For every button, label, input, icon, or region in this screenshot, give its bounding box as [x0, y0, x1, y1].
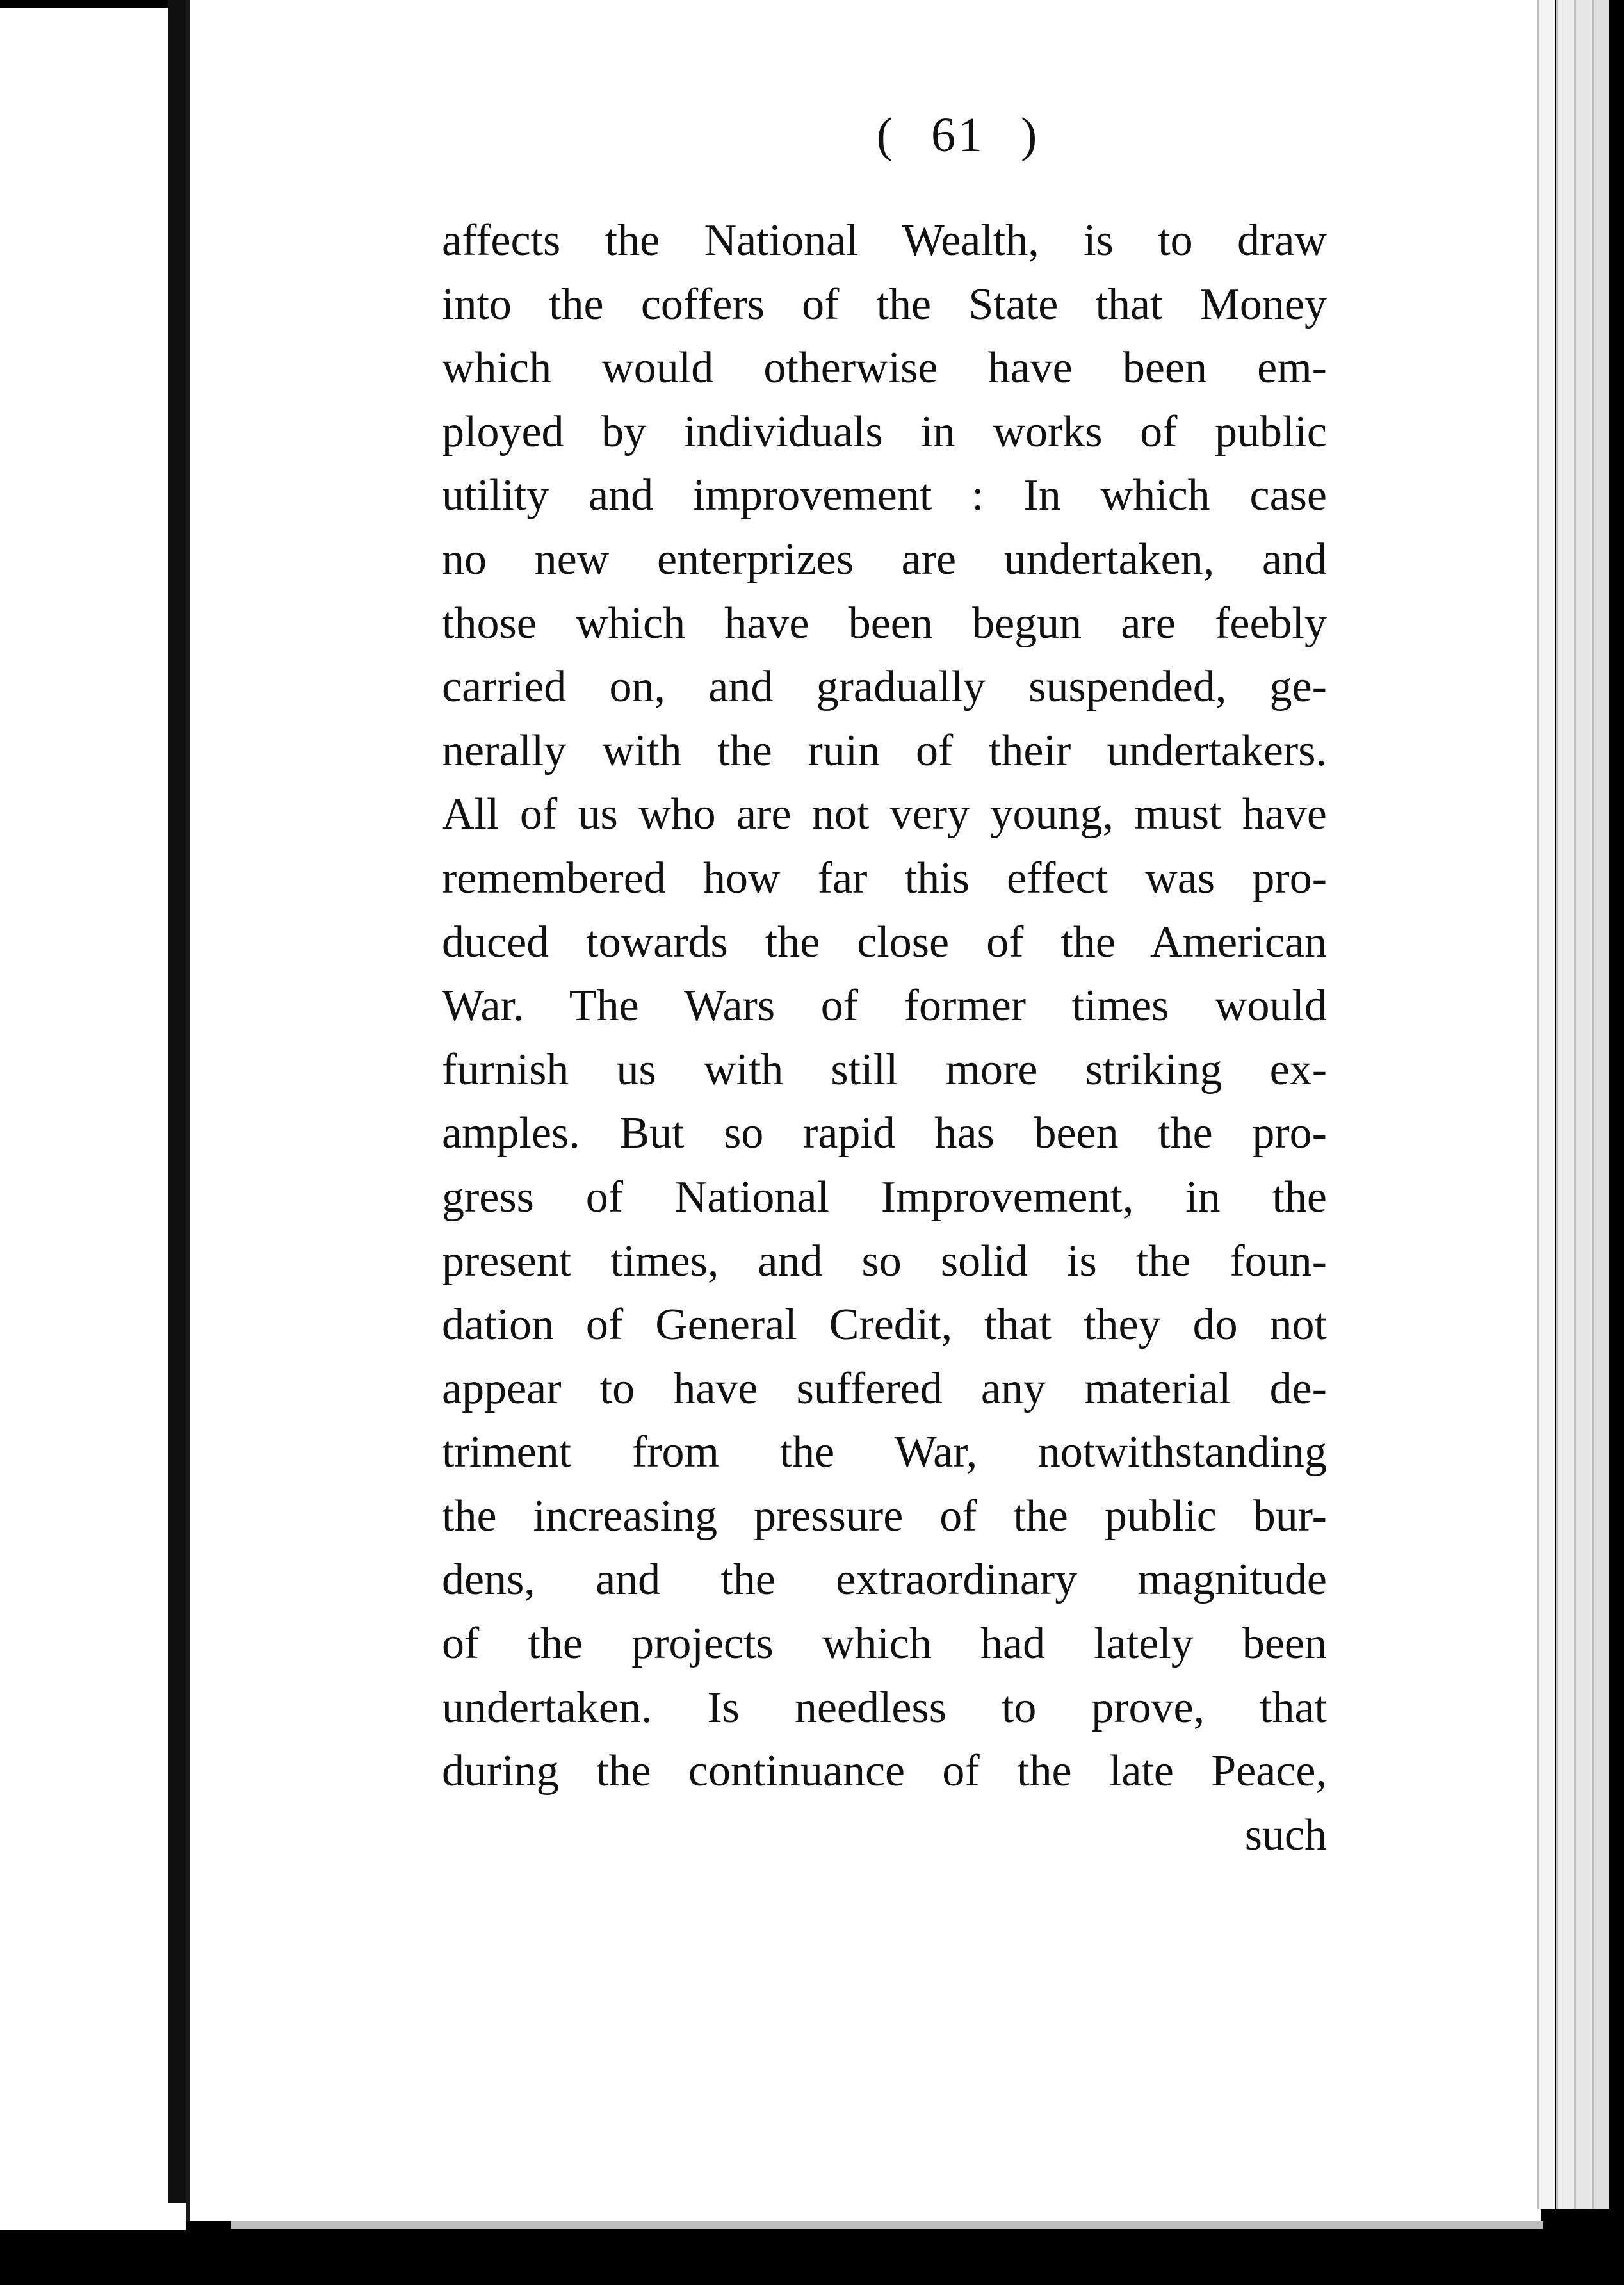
text-line: War. The Wars of former times would	[442, 981, 1327, 1031]
text-line: affects the National Wealth, is to draw	[442, 216, 1327, 265]
paper-speck	[196, 1099, 205, 1110]
page-edge	[1592, 0, 1609, 2209]
text-line: All of us who are not very young, must have	[442, 790, 1327, 840]
paper-speck	[192, 1701, 202, 1714]
text-line: nerally with the ruin of their undertakers.	[442, 726, 1327, 776]
text-line: of the projects which had lately been	[442, 1619, 1327, 1669]
text-line: dens, and the extraordinary magnitude	[442, 1555, 1327, 1605]
text-line: present times, and so solid is the foun-	[442, 1236, 1327, 1286]
text-line: remembered how far this effect was pro-	[442, 853, 1327, 903]
text-line: utility and improvement : In which case	[442, 471, 1327, 521]
text-line: those which have been begun are feebly	[442, 598, 1327, 648]
body-text	[442, 209, 1327, 1867]
text-line: appear to have suffered any material de-	[442, 1363, 1327, 1413]
text-line: carried on, and gradually suspended, ge-	[442, 662, 1327, 712]
text-line: ployed by individuals in works of public	[442, 407, 1327, 457]
text-line: duced towards the close of the American	[442, 917, 1327, 967]
book-gutter	[168, 0, 187, 2203]
text-line: into the coffers of the State that Money	[442, 279, 1327, 329]
text-line: undertaken. Is needless to prove, that	[442, 1682, 1327, 1732]
page-edge	[1556, 0, 1575, 2209]
text-line: during the continuance of the late Peace,	[442, 1746, 1327, 1796]
text-line: furnish us with still more striking ex-	[442, 1045, 1327, 1094]
page-bottom-shadow	[231, 2221, 1543, 2229]
left-page-margin	[0, 8, 186, 2230]
page-edge	[1537, 0, 1555, 2209]
page-number-close-paren: )	[1021, 108, 1040, 162]
page-edge	[1574, 0, 1593, 2209]
page-number	[190, 108, 1624, 163]
text-line: dation of General Credit, that they do not	[442, 1300, 1327, 1350]
text-line: triment from the War, notwithstanding	[442, 1427, 1327, 1477]
text-line: no new enterprizes are undertaken, and	[442, 534, 1327, 584]
page-number-value: 61	[931, 108, 985, 162]
text-line: amples. But so rapid has been the pro-	[442, 1109, 1327, 1159]
text-line: the increasing pressure of the public bur-	[442, 1491, 1327, 1541]
catchword: such	[1244, 1810, 1327, 1860]
text-line: gress of National Improvement, in the	[442, 1172, 1327, 1222]
text-line: which would otherwise have been em-	[442, 343, 1327, 393]
page-number-open-paren: (	[876, 108, 895, 162]
